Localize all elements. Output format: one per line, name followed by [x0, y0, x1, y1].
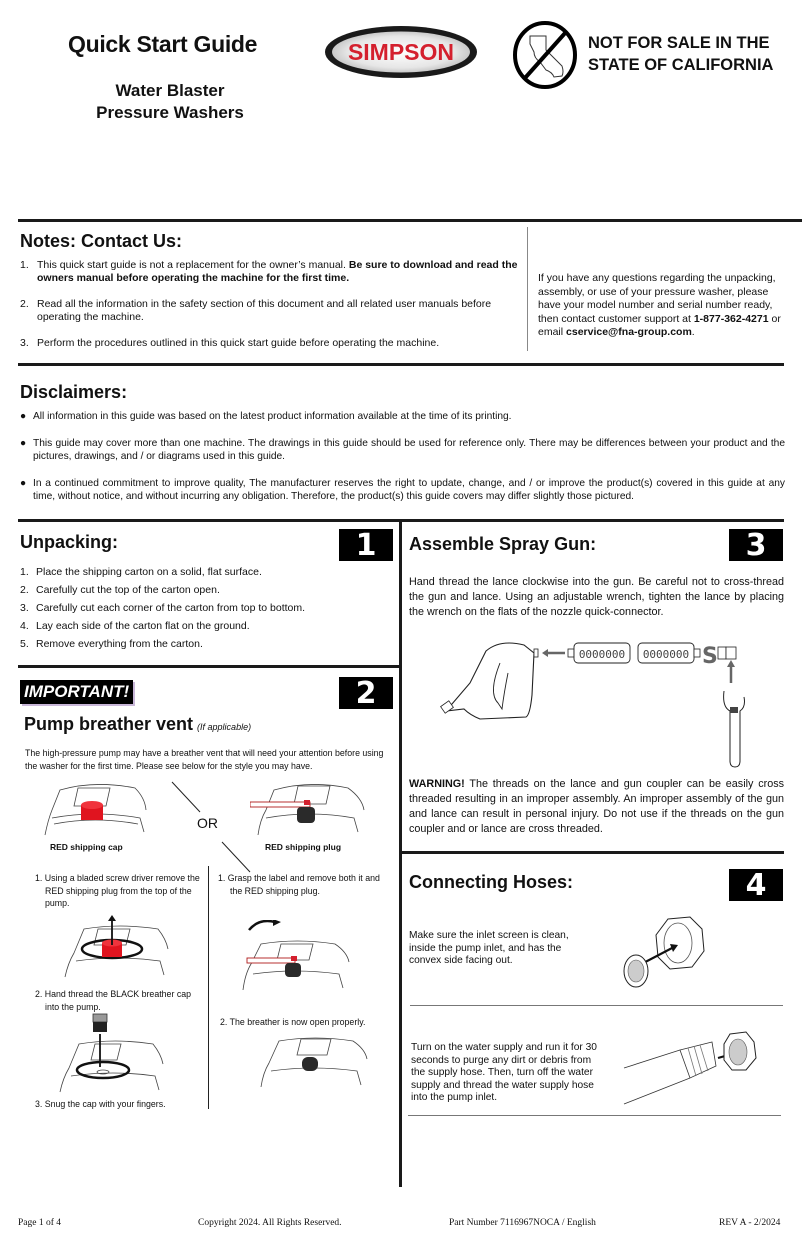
pump-breather-title: [24, 714, 251, 735]
notice-line-1: NOT FOR SALE IN THE: [588, 34, 770, 52]
disclaimer-item: [20, 410, 785, 424]
step-badge-2: 2: [339, 677, 393, 709]
plug-step-1: 1. Grasp the label and remove both it and the RED shipping plug.: [218, 873, 380, 896]
subtitle-line-1: Water Blaster: [115, 81, 225, 100]
supply-hose-illustration: [620, 1028, 760, 1108]
spray-gun-assembly-illustration: [440, 633, 760, 768]
red-shipping-cap-label: RED shipping cap: [50, 842, 123, 852]
note-item: [20, 259, 520, 285]
step-badge-4: 4: [729, 869, 783, 901]
part-number: Part Number 7116967NOCA / English: [449, 1218, 596, 1228]
warning-label: WARNING!: [409, 778, 465, 790]
disclaimer-text: In a continued commitment to improve quality, The manufacturer reserves the right to update, change, and / or improve the product(s) covered in this guide at any time, without notice, and without incurring any obligation. Therefore, the product(s) this guide covers may differ slightly those pictured.: [33, 477, 785, 502]
step-number: 1.: [20, 566, 29, 578]
note-number: 1.: [20, 259, 29, 271]
step-item: [20, 599, 390, 617]
plug-step-2: 2. The breather is now open properly.: [220, 1017, 366, 1027]
breather-intro: The high-pressure pump may have a breather vent that will need your attention before using the washer for the first time. Please see below for the style you may have.: [25, 748, 384, 771]
step-item: [20, 563, 390, 581]
disclaimer-item: [20, 437, 785, 464]
note-text: Perform the procedures outlined in this quick start guide before operating the machine.: [37, 337, 440, 349]
red-shipping-cap-illustration: [40, 780, 150, 840]
column-divider: [527, 227, 528, 351]
divider: [18, 363, 784, 366]
step-item: [20, 617, 390, 635]
disclaimer-item: [20, 477, 785, 504]
note-number: 2.: [20, 298, 29, 310]
step-number: 2.: [20, 584, 29, 596]
note-text-bold: Be sure to download and read the owners manual before operating the machine for the first time.: [37, 259, 518, 284]
step-item: [20, 581, 390, 599]
subtitle-line-2: Pressure Washers: [96, 103, 244, 122]
inlet-screen-illustration: [620, 915, 720, 990]
note-text: Read all the information in the safety section of this document and all related user manuals before operating the machine.: [37, 298, 492, 323]
divider: [410, 1005, 783, 1006]
disclaimer-text: All information in this guide was based on the latest product information available at the time of its printing.: [33, 411, 512, 422]
red-shipping-plug-illustration: [250, 780, 370, 840]
step-text: Place the shipping carton on a solid, flat surface.: [36, 566, 262, 578]
unpacking-steps: [20, 563, 390, 653]
step-text: Carefully cut the top of the carton open.: [36, 584, 220, 596]
cap-step-3: 3. Snug the cap with your fingers.: [35, 1099, 166, 1109]
notice-line-2: STATE OF CALIFORNIA: [588, 56, 774, 74]
spray-gun-instructions: Hand thread the lance clockwise into the gun. Be careful not to cross-thread the gun and lance. Using an adjustable wrench, tighten the lance by placing the wrench on the flats of the nozzle quick-connector.: [409, 576, 784, 618]
important-label: IMPORTANT!: [20, 680, 133, 704]
svg-text:SIMPSON: SIMPSON: [347, 39, 455, 65]
step-text: Remove everything from the carton.: [36, 638, 203, 650]
red-shipping-plug-label: RED shipping plug: [265, 842, 342, 852]
install-breather-cap-illustration: [55, 1012, 165, 1097]
note-text-plain: This quick start guide is not a replacement for the owner’s manual.: [37, 259, 349, 271]
contact-text: .: [691, 326, 695, 338]
page-subtitle: [60, 80, 280, 124]
divider: [18, 665, 400, 668]
divider: [408, 1115, 781, 1116]
step-number: 4.: [20, 620, 29, 632]
divider: [18, 219, 802, 222]
no-california-icon: [512, 20, 578, 90]
step-badge-3: 3: [729, 529, 783, 561]
column-divider: [208, 866, 209, 1109]
cap-step-1: 1. Using a bladed screw driver remove the RED shipping plug from the top of the pump.: [35, 873, 200, 908]
breather-open-illustration: [255, 1033, 375, 1089]
warning-text: The threads on the lance and gun coupler can be easily cross threaded resulting in an improper assembly. An improper assembly of the gun and lance can result in personal injury. Do not use if the threads on the gun coupler and or lance are cross threaded.: [409, 778, 784, 835]
assemble-spray-gun-title: Assemble Spray Gun:: [409, 534, 597, 554]
disclaimers-list: [20, 410, 785, 517]
page-title: Quick Start Guide: [68, 31, 258, 57]
title-text: Pump breather vent: [24, 714, 194, 734]
contact-text: or email: [538, 312, 781, 338]
svg-text:S: S: [702, 644, 718, 669]
svg-text:0000000: 0000000: [578, 648, 626, 661]
notes-title: Notes: Contact Us:: [20, 231, 183, 251]
note-item: [20, 298, 520, 324]
unpacking-title: Unpacking:: [20, 532, 119, 552]
remove-plug-illustration: [235, 920, 355, 992]
note-item: [20, 337, 520, 350]
divider: [400, 851, 784, 854]
page-number: Page 1 of 4: [18, 1218, 62, 1228]
support-phone-link[interactable]: 1-877-362-4271: [693, 312, 769, 325]
note-number: 3.: [20, 337, 29, 349]
step-number: 3.: [20, 602, 29, 614]
contact-text: If you have any questions regarding the unpacking, assembly, or use of your pressure washer, please have your model number and serial number ready, then contact customer support at: [538, 272, 776, 325]
disclaimer-text: This guide may cover more than one machine. The drawings in this guide should be used for reference only. There may be differences between your product and the pictures, drawings, and / or diagrams used in this guide.: [33, 437, 785, 462]
bullet-icon: ●: [20, 411, 27, 422]
contact-info: [538, 272, 788, 340]
not-for-sale-notice: [588, 32, 773, 76]
bullet-icon: ●: [20, 477, 27, 489]
notes-list: [20, 259, 520, 363]
spray-gun-warning: [409, 777, 784, 837]
step-badge-1: 1: [339, 529, 393, 561]
or-label: OR: [197, 815, 218, 831]
note-text: [37, 259, 520, 285]
copyright: Copyright 2024. All Rights Reserved.: [198, 1218, 342, 1228]
step-text: Carefully cut each corner of the carton from top to bottom.: [36, 602, 306, 614]
simpson-logo: [322, 24, 480, 80]
revision: REV A - 2/2024: [719, 1218, 781, 1228]
step-number: 5.: [20, 638, 29, 650]
svg-text:0000000: 0000000: [642, 648, 690, 661]
connecting-hoses-title: Connecting Hoses:: [409, 872, 574, 892]
support-email-link[interactable]: cservice@fna-group.com: [566, 326, 692, 338]
remove-cap-illustration: [60, 915, 170, 983]
step-item: [20, 635, 390, 653]
step-text: Lay each side of the carton flat on the ground.: [36, 620, 250, 632]
bullet-icon: ●: [20, 437, 27, 449]
hose-step-supply: Turn on the water supply and run it for 30 seconds to purge any dirt or debris from the supply hose. Then, turn off the water supply and thread the water supply hose into the pump inlet.: [411, 1042, 597, 1103]
title-note: (If applicable): [197, 722, 252, 732]
hose-step-inlet-screen: Make sure the inlet screen is clean, inside the pump inlet, and has the convex side facing out.: [409, 930, 569, 966]
disclaimers-title: Disclaimers:: [20, 382, 128, 402]
cap-step-2: 2. Hand thread the BLACK breather cap into the pump.: [35, 989, 191, 1012]
